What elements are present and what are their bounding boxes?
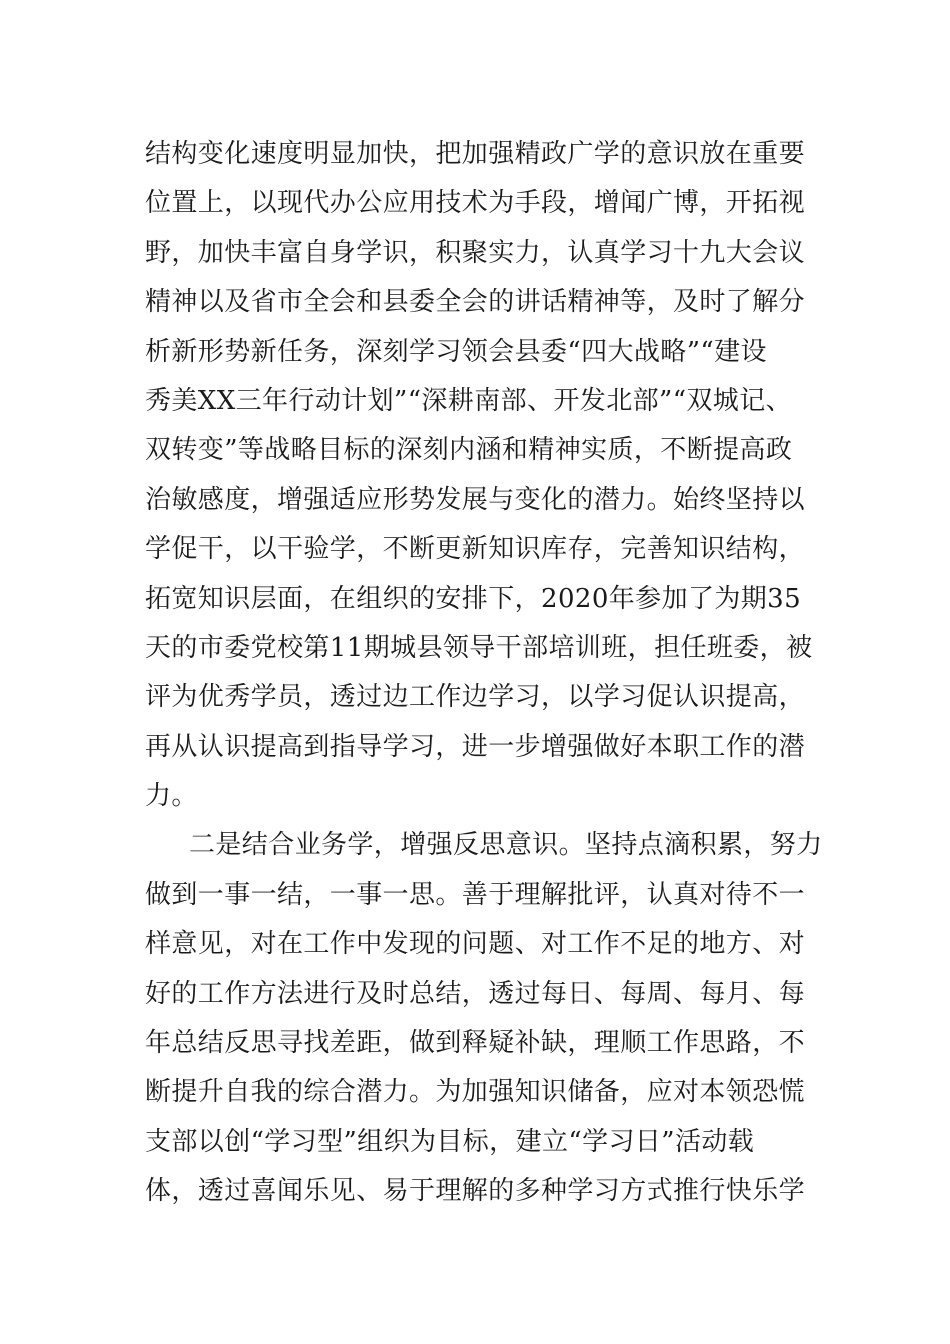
text-line: 学促干，以干验学，不断更新知识库存，完善知识结构， <box>145 534 806 565</box>
text-line: 析新形势新任务，深刻学习领会县委“四大战略”“建设 <box>145 336 767 367</box>
text-line: 天的市委党校第11期城县领导干部培训班，担任班委，被 <box>145 632 813 663</box>
text-line: 断提升自我的综合潜力。为加强知识储备，应对本领恐慌 <box>145 1077 806 1108</box>
text-line: 体，透过喜闻乐见、易于理解的多种学习方式推行快乐学 <box>145 1176 806 1207</box>
body-text <box>145 130 825 1217</box>
paragraph-start-line: 二是结合业务学，增强反思意识。坚持点滴积累，努力 <box>189 830 823 861</box>
text-line: 年总结反思寻找差距，做到释疑补缺，理顺工作思路，不 <box>145 1028 806 1059</box>
text-line: 支部以创“学习型”组织为目标，建立“学习日”活动载 <box>145 1126 755 1157</box>
text-line: 样意见，对在工作中发现的问题、对工作不足的地方、对 <box>145 929 806 960</box>
text-line: 再从认识提高到指导学习，进一步增强做好本职工作的潜 <box>145 731 806 762</box>
text-line: 拓宽知识层面，在组织的安排下，2020年参加了为期35 <box>145 583 802 614</box>
text-line: 双转变”等战略目标的深刻内涵和精神实质，不断提高政 <box>145 435 793 466</box>
text-line: 精神以及省市全会和县委全会的讲话精神等，及时了解分 <box>145 287 806 318</box>
text-line: 做到一事一结，一事一思。善于理解批评，认真对待不一 <box>145 879 806 910</box>
text-line: 评为优秀学员，透过边工作边学习，以学习促认识提高， <box>145 682 806 713</box>
text-line: 好的工作方法进行及时总结，透过每日、每周、每月、每 <box>145 978 806 1009</box>
text-line: 位置上，以现代办公应用技术为手段，增闻广博，开拓视 <box>145 188 806 219</box>
text-line: 野，加快丰富自身学识，积聚实力，认真学习十九大会议 <box>145 237 806 268</box>
text-line: 治敏感度，增强适应形势发展与变化的潜力。始终坚持以 <box>145 484 806 515</box>
text-line: 结构变化速度明显加快，把加强精政广学的意识放在重要 <box>145 139 806 169</box>
text-line: 力。 <box>145 781 198 812</box>
text-line: 秀美XX三年行动计划”“深耕南部、开发北部”“双城记、 <box>145 385 792 416</box>
